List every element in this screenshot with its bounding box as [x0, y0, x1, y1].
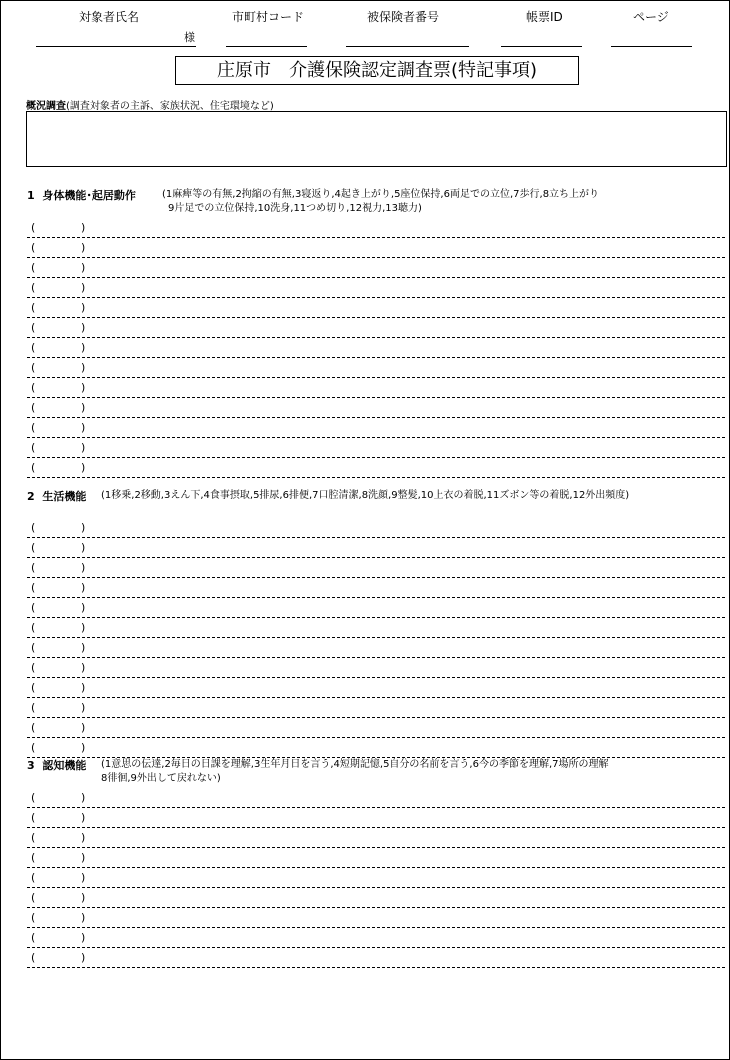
entry-row[interactable] — [27, 377, 725, 398]
item-number-paren-close: ) — [81, 831, 86, 844]
section-3-number: 3 — [27, 759, 35, 772]
entry-row[interactable] — [27, 237, 725, 258]
entry-row[interactable] — [27, 657, 725, 678]
item-number-paren-open: ( — [31, 851, 36, 864]
item-number-paren-open: ( — [31, 741, 36, 754]
item-number-paren-open: ( — [31, 811, 36, 824]
item-number-paren-close: ) — [81, 931, 86, 944]
item-number-paren-close: ) — [81, 681, 86, 694]
item-number-paren-open: ( — [31, 341, 36, 354]
item-number-paren-close: ) — [81, 661, 86, 674]
honorific-label: 様 — [184, 31, 195, 44]
section-2-items — [101, 489, 629, 503]
header-label-insured-number: 被保険者番号 — [367, 10, 440, 24]
item-number-paren-open: ( — [31, 321, 36, 334]
entry-row[interactable] — [27, 827, 725, 848]
item-number-paren-close: ) — [81, 641, 86, 654]
item-number-paren-open: ( — [31, 301, 36, 314]
item-number-paren-close: ) — [81, 951, 86, 964]
section-2-number: 2 — [27, 490, 35, 503]
section-1-heading — [27, 187, 136, 203]
item-number-paren-close: ) — [81, 421, 86, 434]
entry-row[interactable] — [27, 317, 725, 338]
item-number-paren-open: ( — [31, 701, 36, 714]
item-number-paren-open: ( — [31, 261, 36, 274]
item-number-paren-open: ( — [31, 281, 36, 294]
section-3-title: 認知機能 — [42, 759, 87, 772]
entry-row[interactable] — [27, 517, 725, 538]
entry-row[interactable] — [27, 677, 725, 698]
entry-row[interactable] — [27, 887, 725, 908]
item-number-paren-open: ( — [31, 361, 36, 374]
entry-row[interactable] — [27, 417, 725, 438]
item-number-paren-close: ) — [81, 281, 86, 294]
entry-row[interactable] — [27, 557, 725, 578]
section-3-heading — [27, 757, 86, 773]
section-3-items — [101, 758, 609, 786]
item-number-paren-close: ) — [81, 741, 86, 754]
item-number-paren-open: ( — [31, 241, 36, 254]
entry-row[interactable] — [27, 637, 725, 658]
entry-row[interactable] — [27, 927, 725, 948]
item-number-paren-open: ( — [31, 381, 36, 394]
entry-row[interactable] — [27, 737, 725, 758]
entry-row[interactable] — [27, 397, 725, 418]
entry-row[interactable] — [27, 697, 725, 718]
municipality-code-field[interactable] — [226, 46, 307, 47]
item-number-paren-open: ( — [31, 721, 36, 734]
item-number-paren-open: ( — [31, 541, 36, 554]
item-number-paren-open: ( — [31, 601, 36, 614]
item-number-paren-close: ) — [81, 361, 86, 374]
item-number-paren-close: ) — [81, 301, 86, 314]
item-number-paren-open: ( — [31, 871, 36, 884]
section-2-title: 生活機能 — [42, 490, 87, 503]
insured-number-field[interactable] — [346, 46, 469, 47]
entry-row[interactable] — [27, 537, 725, 558]
entry-row[interactable] — [27, 357, 725, 378]
item-number-paren-open: ( — [31, 461, 36, 474]
section-1-items-line1: (1麻痺等の有無,2拘縮の有無,3寝返り,4起き上がり,5座位保持,6両足での立位,7歩行,8立ち上がり — [162, 189, 600, 200]
entry-row[interactable] — [27, 617, 725, 638]
item-number-paren-close: ) — [81, 221, 86, 234]
subject-name-field[interactable] — [36, 46, 196, 47]
item-number-paren-close: ) — [81, 811, 86, 824]
overview-text-box[interactable] — [26, 111, 727, 167]
item-number-paren-close: ) — [81, 561, 86, 574]
section-2-items-line1: (1移乗,2移動,3えん下,4食事摂取,5排尿,6排便,7口腔清潔,8洗顔,9整髪,10上衣の着脱,11ズボン等の着脱,12外出頻度) — [101, 490, 630, 501]
entry-row[interactable] — [27, 457, 725, 478]
entry-row[interactable] — [27, 597, 725, 618]
entry-row[interactable] — [27, 277, 725, 298]
item-number-paren-close: ) — [81, 521, 86, 534]
item-number-paren-open: ( — [31, 891, 36, 904]
section-1-number: 1 — [27, 189, 35, 202]
section-1-title: 身体機能･起居動作 — [42, 189, 136, 202]
item-number-paren-close: ) — [81, 871, 86, 884]
item-number-paren-close: ) — [81, 461, 86, 474]
item-number-paren-close: ) — [81, 381, 86, 394]
item-number-paren-close: ) — [81, 621, 86, 634]
item-number-paren-close: ) — [81, 721, 86, 734]
item-number-paren-open: ( — [31, 421, 36, 434]
item-number-paren-open: ( — [31, 621, 36, 634]
item-number-paren-open: ( — [31, 831, 36, 844]
item-number-paren-open: ( — [31, 791, 36, 804]
entry-row[interactable] — [27, 337, 725, 358]
entry-row[interactable] — [27, 217, 725, 238]
item-number-paren-open: ( — [31, 581, 36, 594]
item-number-paren-open: ( — [31, 641, 36, 654]
entry-row[interactable] — [27, 847, 725, 868]
item-number-paren-close: ) — [81, 321, 86, 334]
item-number-paren-open: ( — [31, 561, 36, 574]
entry-row[interactable] — [27, 787, 725, 808]
entry-row[interactable] — [27, 717, 725, 738]
item-number-paren-close: ) — [81, 241, 86, 254]
section-1-items-line2: 9片足での立位保持,10洗身,11つめ切り,12視力,13聴力) — [168, 203, 422, 214]
item-number-paren-close: ) — [81, 911, 86, 924]
item-number-paren-open: ( — [31, 681, 36, 694]
overview-note: (調査対象者の主訴、家族状況、住宅環境など) — [66, 101, 274, 112]
form-title: 庄原市 介護保険認定調査票(特記事項) — [175, 56, 579, 85]
entry-row[interactable] — [27, 437, 725, 458]
item-number-paren-close: ) — [81, 891, 86, 904]
item-number-paren-close: ) — [81, 441, 86, 454]
header-label-form-id: 帳票ID — [526, 10, 563, 24]
form-id-field[interactable] — [501, 46, 582, 47]
item-number-paren-close: ) — [81, 581, 86, 594]
section-1-items — [162, 188, 599, 216]
item-number-paren-open: ( — [31, 931, 36, 944]
overview-heading — [26, 97, 274, 112]
item-number-paren-open: ( — [31, 911, 36, 924]
header-label-municipality-code: 市町村コード — [232, 10, 305, 24]
page-number-field[interactable] — [611, 46, 692, 47]
item-number-paren-open: ( — [31, 951, 36, 964]
overview-label: 概況調査 — [26, 101, 66, 112]
item-number-paren-close: ) — [81, 261, 86, 274]
item-number-paren-close: ) — [81, 341, 86, 354]
item-number-paren-open: ( — [31, 441, 36, 454]
entry-row[interactable] — [27, 867, 725, 888]
item-number-paren-open: ( — [31, 401, 36, 414]
entry-row[interactable] — [27, 577, 725, 598]
item-number-paren-close: ) — [81, 541, 86, 554]
entry-row[interactable] — [27, 907, 725, 928]
item-number-paren-open: ( — [31, 221, 36, 234]
item-number-paren-open: ( — [31, 521, 36, 534]
section-3-items-line2: 8徘徊,9外出して戻れない) — [101, 773, 221, 784]
entry-row[interactable] — [27, 807, 725, 828]
item-number-paren-close: ) — [81, 401, 86, 414]
section-2-heading — [27, 488, 86, 504]
item-number-paren-close: ) — [81, 791, 86, 804]
entry-row[interactable] — [27, 257, 725, 278]
item-number-paren-close: ) — [81, 851, 86, 864]
section-3-items-line1: (1意思の伝達,2毎日の日課を理解,3生年月日を言う,4短期記憶,5自分の名前を言う,6今の季節を理解,7場所の理解 — [101, 759, 609, 770]
header-label-subject-name: 対象者氏名 — [79, 10, 140, 24]
entry-row[interactable] — [27, 297, 725, 318]
item-number-paren-close: ) — [81, 601, 86, 614]
item-number-paren-close: ) — [81, 701, 86, 714]
header-label-page: ページ — [633, 10, 669, 24]
item-number-paren-open: ( — [31, 661, 36, 674]
entry-row[interactable] — [27, 947, 725, 968]
